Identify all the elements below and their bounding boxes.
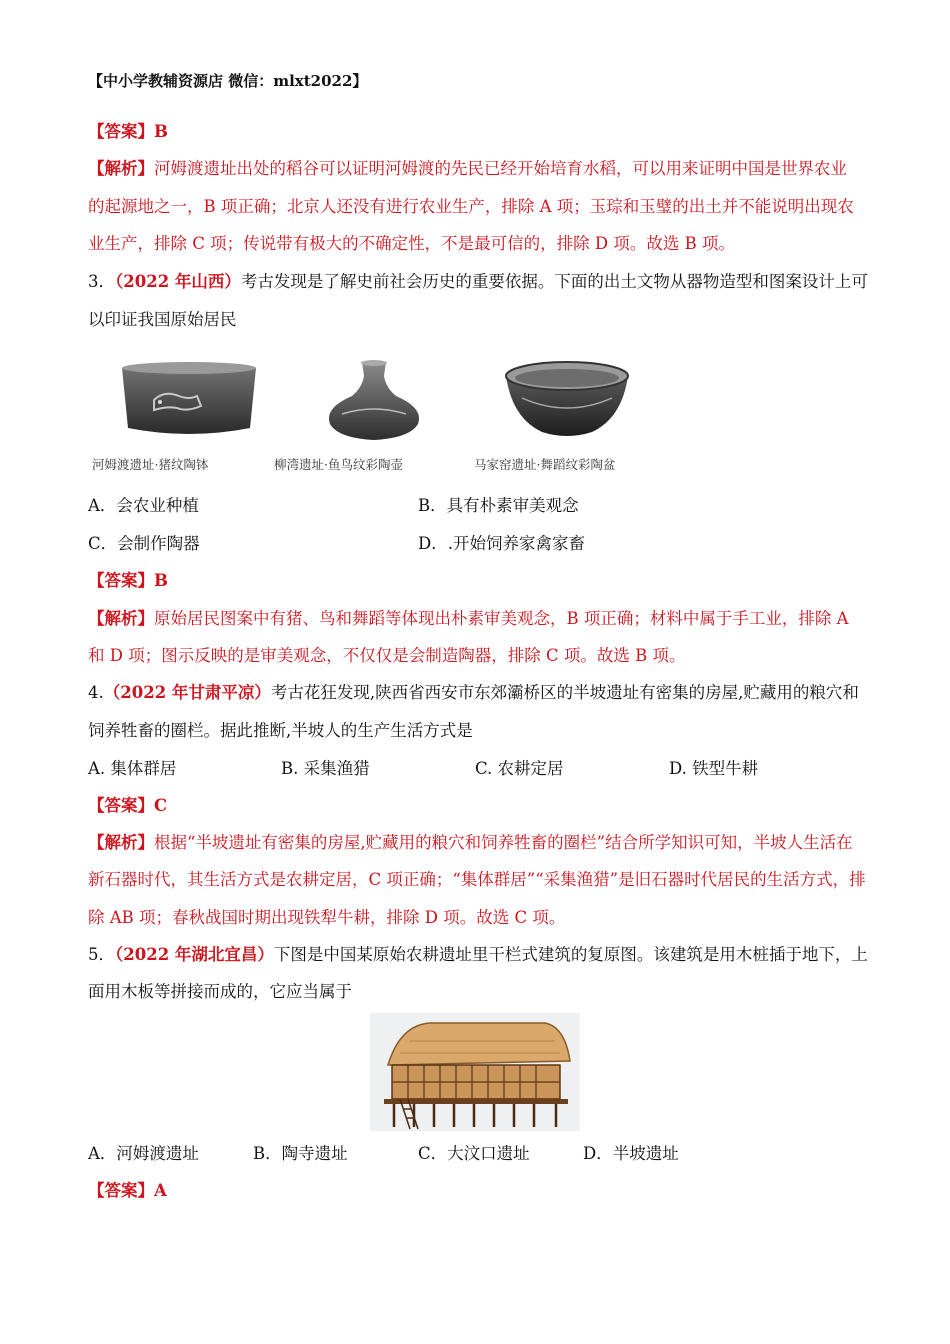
answer-value: C [154,796,168,815]
artifact-caption-3: 马家窑遗址·舞蹈纹彩陶盆 [474,457,616,472]
q2-analysis-line-1 [88,158,847,180]
q5-option-b: B．陶寺遗址 [253,1144,348,1163]
pig-pattern-bowl-image [114,358,264,443]
q3-answer [88,570,168,592]
q4-option-c: C. 农耕定居 [475,759,564,778]
q4-option-b: B. 采集渔猎 [281,759,370,778]
analysis-text: 根据“半坡遗址有密集的房屋,贮藏用的粮穴和饲养牲畜的圈栏”结合所学知识可知，半坡人生活在 [154,833,853,852]
answer-tag: 【答案】 [88,1181,154,1200]
q4-analysis-line-3: 除 AB 项；春秋战国时期出现铁犁牛耕，排除 D 项。故选 C 项。 [88,908,566,927]
question-source: （2022 年山西） [115,272,241,291]
q3-option-b: B．具有朴素审美观念 [418,496,579,515]
q4-option-d: D. 铁型牛耕 [669,759,759,778]
q4-option-a: A. 集体群居 [88,759,177,778]
answer-tag: 【答案】 [88,122,154,141]
q4-analysis-line-1 [88,832,853,854]
q5-stem-line-1 [88,944,868,966]
fish-bird-vase-image [314,358,434,453]
question-source: （2022 年甘肃平凉） [103,683,271,702]
q3-option-d: D．.开始饲养家禽家畜 [418,534,585,553]
q3-option-c: C．会制作陶器 [88,534,200,553]
q5-stem-line-2: 面用木板等拼接而成的，它应当属于 [88,982,352,1001]
question-text: 考古花狂发现,陕西省西安市东郊灞桥区的半坡遗址有密集的房屋,贮藏用的粮穴和 [270,683,859,702]
answer-tag: 【答案】 [88,571,154,590]
page-header: 【中小学教辅资源店 微信：mlxt2022】 [88,72,368,90]
question-number: 4. [88,683,104,702]
answer-value: B [154,571,168,590]
q3-stem-line-2: 以印证我国原始居民 [88,310,237,329]
question-number: 5． [88,945,115,964]
q5-option-c: C．大汶口遗址 [418,1144,530,1163]
dancing-pattern-basin-image [502,358,632,443]
q4-stem-line-1 [88,682,859,704]
q3-option-a: A．会农业种植 [88,496,199,515]
artifact-images [92,358,692,480]
analysis-tag: 【解析】 [88,159,154,178]
q2-answer [88,121,168,143]
q5-answer [88,1180,167,1202]
q3-stem-line-1 [88,271,868,293]
q2-analysis-line-2: 的起源地之一，B 项正确；北京人还没有进行农业生产，排除 A 项；玉琮和玉璧的出土并不能说明出现农 [88,197,854,216]
question-number: 3． [88,272,115,291]
q2-analysis-line-3: 业生产，排除 C 项；传说带有极大的不确定性，不是最可信的，排除 D 项。故选 B 项。 [88,234,735,253]
analysis-tag: 【解析】 [88,833,154,852]
q4-stem-line-2: 饲养牲畜的圈栏。据此推断,半坡人的生产生活方式是 [88,721,473,740]
q5-option-d: D．半坡遗址 [583,1144,679,1163]
q3-analysis-line-1 [88,608,849,630]
q3-analysis-line-2: 和 D 项；图示反映的是审美观念，不仅仅是会制造陶器，排除 C 项。故选 B 项。 [88,646,686,665]
analysis-tag: 【解析】 [88,609,154,628]
stilt-house-image [370,1013,580,1131]
q4-answer [88,795,167,817]
artifact-caption-2: 柳湾遗址·鱼鸟纹彩陶壶 [274,457,403,472]
answer-value: A [154,1181,167,1200]
q5-option-a: A．河姆渡遗址 [88,1144,199,1163]
answer-value: B [154,122,168,141]
question-text: 下图是中国某原始农耕遗址里干栏式建筑的复原图。该建筑是用木桩插于地下，上 [273,945,868,964]
artifact-caption-1: 河姆渡遗址·猪纹陶钵 [92,457,209,472]
analysis-text: 河姆渡遗址出处的稻谷可以证明河姆渡的先民已经开始培育水稻，可以用来证明中国是世界农业 [154,159,847,178]
question-text: 考古发现是了解史前社会历史的重要依据。下面的出土文物从器物造型和图案设计上可 [240,272,868,291]
analysis-text: 原始居民图案中有猪、鸟和舞蹈等体现出朴素审美观念，B 项正确；材料中属于手工业，排除 A [154,609,849,628]
q4-analysis-line-2: 新石器时代，其生活方式是农耕定居，C 项正确；“集体群居”“采集渔猎”是旧石器时代居民的生活方式，排 [88,870,866,889]
question-source: （2022 年湖北宜昌） [115,945,274,964]
answer-tag: 【答案】 [88,796,154,815]
